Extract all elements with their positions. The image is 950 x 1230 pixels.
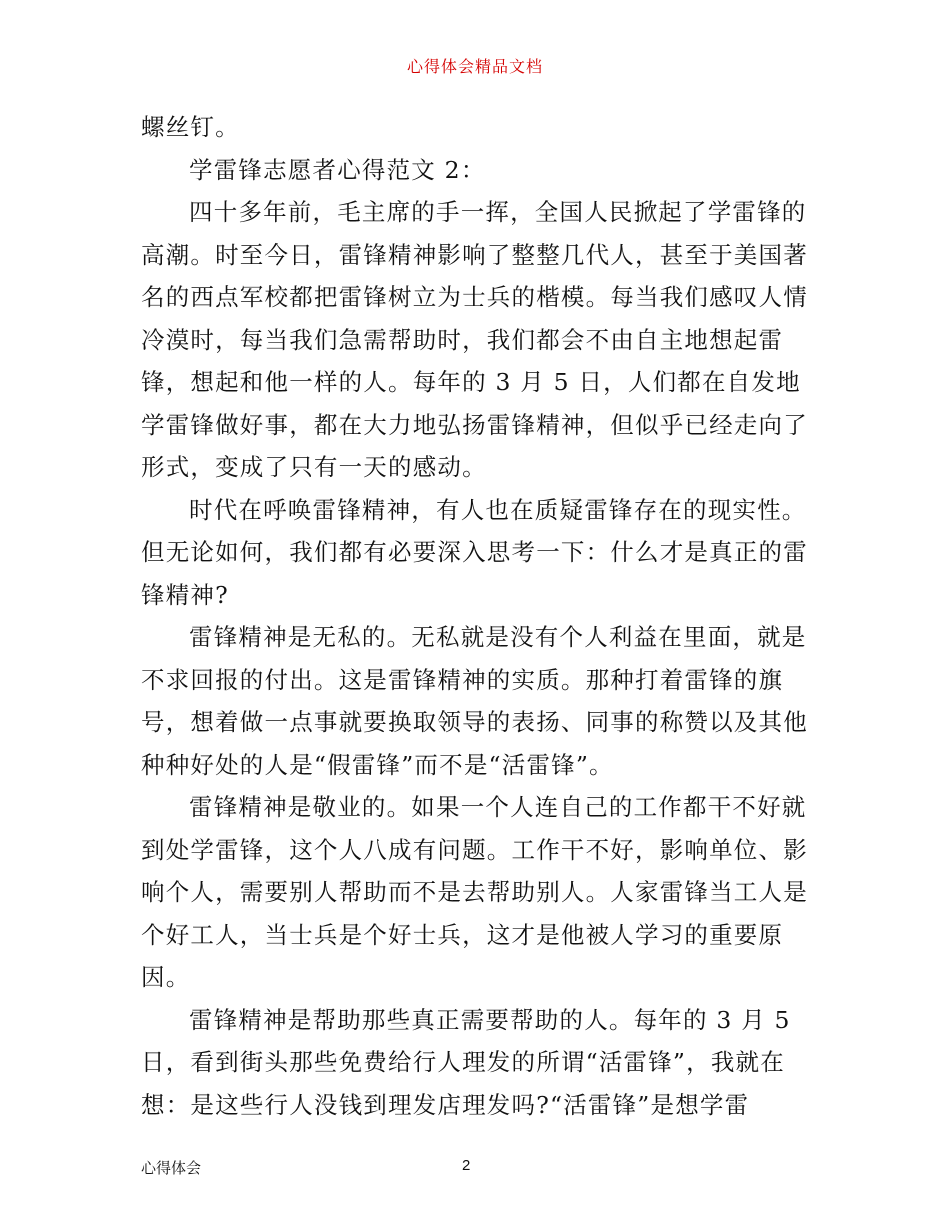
text-line: 雷锋精神是敬业的。如果一个人连自己的工作都干不好就 xyxy=(189,793,807,821)
text-line: 雷锋精神是无私的。无私就是没有个人利益在里面，就是 xyxy=(189,623,807,651)
text-line: 四十多年前，毛主席的手一挥，全国人民掀起了学雷锋的 xyxy=(189,198,807,226)
text-line: 但无论如何，我们都有必要深入思考一下：什么才是真正的雷 xyxy=(141,538,808,566)
text-line: 因。 xyxy=(141,963,191,991)
page-footer-label: 心得体会 xyxy=(141,1159,202,1177)
document-body xyxy=(141,106,811,1126)
text-line: 锋，想起和他一样的人。每年的 3 月 5 日，人们都在自发地 xyxy=(141,368,801,396)
text-line: 形式，变成了只有一天的感动。 xyxy=(141,453,487,481)
text-line: 名的西点军校都把雷锋树立为士兵的楷模。每当我们感叹人情 xyxy=(141,283,808,311)
text-line: 到处学雷锋，这个人八成有问题。工作干不好，影响单位、影 xyxy=(141,835,808,864)
text-line: 高潮。时至今日，雷锋精神影响了整整几代人，甚至于美国著 xyxy=(141,240,808,269)
text-line: 号，想着做一点事就要换取领导的表扬、同事的称赞以及其他 xyxy=(141,708,808,736)
text-line: 学雷锋做好事，都在大力地弘扬雷锋精神，但似乎已经走向了 xyxy=(141,410,808,439)
text-line: 雷锋精神是帮助那些真正需要帮助的人。每年的 3 月 5 xyxy=(189,1005,791,1034)
text-line: 日，看到街头那些免费给行人理发的所谓“活雷锋”，我就在 xyxy=(141,1048,785,1076)
text-line: 响个人，需要别人帮助而不是去帮助别人。人家雷锋当工人是 xyxy=(141,878,808,906)
text-line: 学雷锋志愿者心得范文 2： xyxy=(189,155,486,184)
text-line: 冷漠时，每当我们急需帮助时，我们都会不由自主地想起雷 xyxy=(141,325,784,354)
text-line: 种种好处的人是“假雷锋”而不是“活雷锋”。 xyxy=(141,750,614,779)
text-line: 个好工人，当士兵是个好士兵，这才是他被人学习的重要原 xyxy=(141,920,784,949)
text-line: 时代在呼唤雷锋精神，有人也在质疑雷锋存在的现实性。 xyxy=(189,495,807,524)
text-line: 螺丝钉。 xyxy=(141,113,240,141)
text-line: 不求回报的付出。这是雷锋精神的实质。那种打着雷锋的旗 xyxy=(141,665,784,694)
page-header-title: 心得体会精品文档 xyxy=(406,57,543,76)
page-number: 2 xyxy=(462,1157,471,1174)
text-line: 锋精神? xyxy=(141,580,229,609)
text-line: 想：是这些行人没钱到理发店理发吗?“活雷锋”是想学雷 xyxy=(141,1090,750,1119)
